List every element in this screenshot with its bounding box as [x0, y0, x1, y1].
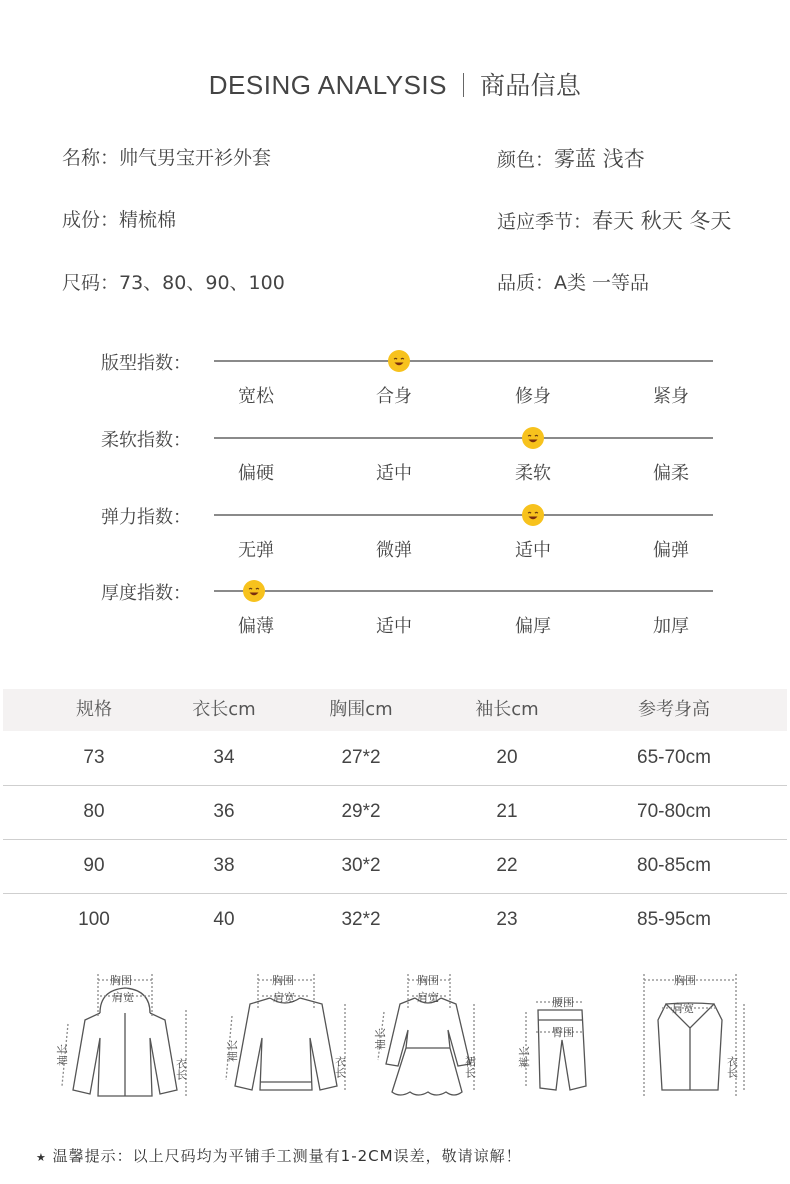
d5-length-label: 衣长 — [725, 1056, 739, 1078]
table-cell: 38 — [213, 855, 235, 876]
d5-chest-label: 胸围 — [674, 974, 696, 987]
measurement-diagrams — [0, 968, 790, 1118]
index-option: 柔软 — [515, 463, 551, 484]
d5-shoulder-label: 肩宽 — [672, 1002, 694, 1015]
table-cell: 73 — [83, 747, 105, 768]
index-option: 偏薄 — [238, 616, 274, 637]
header-divider — [463, 73, 464, 97]
table-cell: 22 — [496, 855, 518, 876]
index-scale-line — [214, 514, 713, 516]
d2-length-label: 衣长 — [333, 1056, 347, 1078]
d2-chest-label: 胸围 — [272, 974, 294, 987]
table-cell: 20 — [496, 747, 518, 768]
table-cell: 65-70cm — [637, 747, 711, 768]
table-cell: 70-80cm — [637, 801, 711, 822]
index-label: 弹力指数： — [101, 507, 191, 528]
table-cell: 36 — [213, 801, 235, 822]
table-cell: 27*2 — [341, 747, 381, 768]
vest-icon — [658, 1003, 722, 1090]
d4-length-label: 裤长 — [518, 1046, 531, 1068]
index-option: 偏厚 — [515, 616, 551, 637]
index-option: 偏硬 — [238, 463, 274, 484]
d1-length-label: 衣长 — [174, 1058, 188, 1080]
table-cell: 90 — [83, 855, 105, 876]
smiley-face-icon — [388, 350, 410, 372]
index-scale-line — [214, 590, 713, 592]
dress-icon — [386, 998, 470, 1095]
table-cell: 30*2 — [341, 855, 381, 876]
header-english: DESING ANALYSIS — [208, 70, 447, 100]
d1-shoulder-label: 肩宽 — [112, 991, 134, 1004]
sweatshirt-icon — [235, 998, 337, 1090]
index-option: 合身 — [376, 386, 412, 407]
index-option: 微弹 — [376, 540, 412, 561]
table-cell: 32*2 — [341, 909, 381, 930]
section-header — [0, 66, 790, 102]
d1-chest-label: 胸围 — [110, 974, 132, 987]
pants-icon — [538, 1010, 586, 1090]
info-season — [497, 205, 731, 235]
hooded-jacket-icon — [73, 988, 177, 1096]
table-header-cell: 袖长cm — [475, 699, 539, 720]
info-material: 成份：精梳棉 — [62, 209, 177, 231]
d1-sleeve-label: 袖长 — [56, 1044, 69, 1066]
index-option: 偏柔 — [653, 463, 689, 484]
table-cell: 29*2 — [341, 801, 381, 822]
index-option: 修身 — [515, 386, 551, 407]
table-cell: 80-85cm — [637, 855, 711, 876]
info-color-label: 颜色： — [497, 149, 555, 171]
d4-hip-label: 臀围 — [552, 1026, 574, 1039]
index-option: 宽松 — [238, 386, 274, 407]
index-option: 适中 — [376, 463, 412, 484]
index-option: 加厚 — [653, 616, 689, 637]
smiley-face-icon — [522, 427, 544, 449]
d3-length-label: 裙长 — [463, 1056, 477, 1078]
d3-sleeve-label: 袖长 — [374, 1028, 387, 1050]
index-label: 厚度指数： — [101, 583, 191, 604]
table-header-cell: 参考身高 — [638, 699, 710, 720]
smiley-face-icon — [243, 580, 265, 602]
index-option: 偏弹 — [653, 540, 689, 561]
info-season-value: 春天 秋天 冬天 — [592, 209, 732, 233]
index-option: 适中 — [376, 616, 412, 637]
tip-text: 温馨提示：以上尺码均为平铺手工测量有1-2CM误差，敬请谅解！ — [52, 1147, 522, 1165]
table-header-cell: 衣长cm — [192, 699, 256, 720]
measurement-diagrams-svg — [0, 968, 790, 1118]
index-option: 适中 — [515, 540, 551, 561]
d3-shoulder-label: 肩宽 — [417, 991, 439, 1004]
table-cell: 23 — [496, 909, 518, 930]
star-icon: ★ — [36, 1151, 47, 1164]
table-cell: 80 — [83, 801, 105, 822]
d4-waist-label: 腰围 — [552, 996, 574, 1009]
info-season-label: 适应季节： — [497, 211, 593, 233]
info-quality: 品质：A类 一等品 — [497, 272, 650, 294]
d3-chest-label: 胸围 — [417, 974, 439, 987]
table-cell: 21 — [496, 801, 518, 822]
table-cell: 40 — [213, 909, 235, 930]
index-scale-line — [214, 360, 713, 362]
index-label: 版型指数： — [101, 353, 191, 374]
table-header-cell: 规格 — [76, 699, 112, 720]
table-header-cell: 胸围cm — [329, 699, 393, 720]
index-label: 柔软指数： — [101, 430, 191, 451]
index-option: 无弹 — [238, 540, 274, 561]
smiley-face-icon — [522, 504, 544, 526]
info-size: 尺码：73、80、90、100 — [62, 272, 285, 294]
tip-note — [36, 1145, 522, 1166]
d2-shoulder-label: 肩宽 — [273, 991, 295, 1004]
table-cell: 85-95cm — [637, 909, 711, 930]
table-cell: 34 — [213, 747, 235, 768]
header-chinese: 商品信息 — [480, 71, 582, 100]
info-name: 名称：帅气男宝开衫外套 — [62, 147, 272, 169]
d2-sleeve-label: 袖长 — [226, 1040, 239, 1062]
index-scale-line — [214, 437, 713, 439]
info-color — [497, 143, 645, 173]
info-color-value: 雾蓝 浅杏 — [554, 147, 645, 171]
index-option: 紧身 — [653, 386, 689, 407]
table-cell: 100 — [78, 909, 110, 930]
